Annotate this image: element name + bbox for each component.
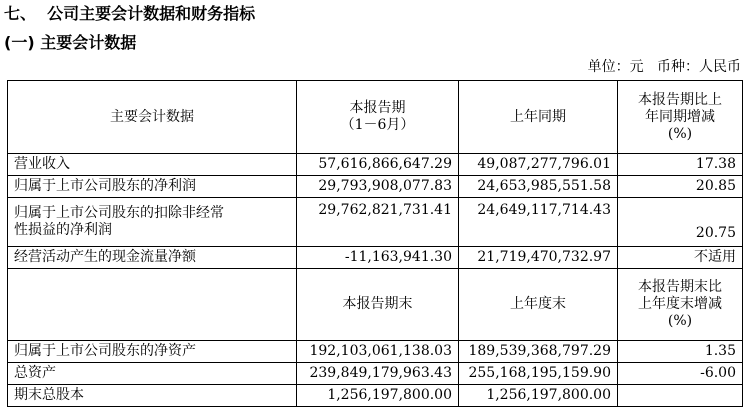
- row-prior-value: 24,653,985,551.58: [459, 176, 618, 198]
- row-current-value: 1,256,197,800.00: [297, 385, 459, 407]
- row-current-value: 239,849,179,963.43: [297, 363, 459, 385]
- row-current-value: 29,793,908,077.83: [297, 176, 459, 198]
- header-period-end: 本报告期末: [297, 269, 459, 341]
- header-change-pct: [618, 269, 743, 341]
- row-change-value: 20.75: [618, 198, 743, 247]
- table-row: [8, 247, 743, 269]
- row-label: 归属于上市公司股东的净利润: [8, 176, 297, 198]
- row-label: 总资产: [8, 363, 297, 385]
- header-change-line1: 本报告期比上: [638, 91, 722, 108]
- row-prior-value: 1,256,197,800.00: [459, 385, 618, 407]
- row-label: 期末总股本: [8, 385, 297, 407]
- row-change-value: 1.35: [618, 341, 743, 363]
- header-change-line2: 年同期增减: [645, 108, 715, 125]
- row-label: [8, 198, 297, 247]
- header-change-line3: (%): [667, 313, 693, 329]
- header-empty-cell: [8, 269, 297, 341]
- header-prior-period: 上年同期: [459, 81, 618, 154]
- row-label: 经营活动产生的现金流量净额: [8, 247, 297, 269]
- header-current-period-line2: （1－6月）: [340, 117, 415, 133]
- row-change-value: [618, 385, 743, 407]
- row-prior-value: 255,168,195,159.90: [459, 363, 618, 385]
- subsection-title: (一) 主要会计数据: [4, 33, 137, 52]
- row-prior-value: 24,649,117,714.43: [459, 198, 618, 247]
- header-change-pct: [618, 81, 743, 154]
- table-header-row: [8, 269, 743, 341]
- row-current-value: 29,762,821,731.41: [297, 198, 459, 247]
- row-label: 归属于上市公司股东的净资产: [8, 341, 297, 363]
- header-main-data: 主要会计数据: [8, 81, 297, 154]
- header-change-line2: 上年度末增减: [638, 296, 722, 312]
- header-change-line1: 本报告期末比: [638, 279, 722, 295]
- table-row: [8, 154, 743, 176]
- row-prior-value: 21,719,470,732.97: [459, 247, 618, 269]
- row-prior-value: 49,087,277,796.01: [459, 154, 618, 176]
- header-current-period: [297, 81, 459, 154]
- row-change-value: -6.00: [618, 363, 743, 385]
- table-row: [8, 341, 743, 363]
- header-prior-year-end: 上年度末: [459, 269, 618, 341]
- row-current-value: -11,163,941.30: [297, 247, 459, 269]
- row-change-value: 20.85: [618, 176, 743, 198]
- section-title: 七、 公司主要会计数据和财务指标: [4, 4, 256, 23]
- table-row: [8, 385, 743, 407]
- row-label-line2: 性损益的净利润: [14, 222, 112, 238]
- table-row: [8, 363, 743, 385]
- table-header-row: [8, 81, 743, 154]
- row-change-value: 不适用: [618, 247, 743, 269]
- table-row: [8, 176, 743, 198]
- row-current-value: 192,103,061,138.03: [297, 341, 459, 363]
- row-current-value: 57,616,866,647.29: [297, 154, 459, 176]
- row-prior-value: 189,539,368,797.29: [459, 341, 618, 363]
- unit-currency-note: 单位：元 币种：人民币: [587, 59, 741, 75]
- header-change-line3: (%): [667, 125, 693, 142]
- accounting-data-table: [7, 80, 743, 407]
- header-current-period-line1: 本报告期: [349, 100, 406, 116]
- row-label-line1: 归属于上市公司股东的扣除非经常: [14, 205, 224, 221]
- row-label: 营业收入: [8, 154, 297, 176]
- table-row: [8, 198, 743, 247]
- row-change-value: 17.38: [618, 154, 743, 176]
